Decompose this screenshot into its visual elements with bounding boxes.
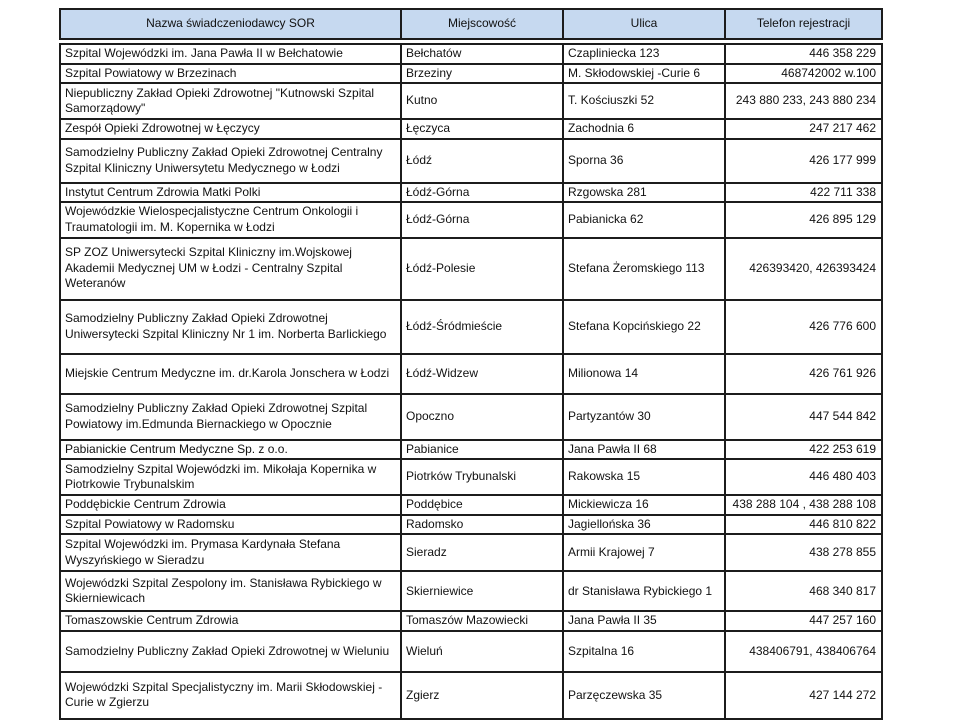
provider-name-cell: Zespół Opieki Zdrowotnej w Łęczycy [60, 119, 401, 139]
phone-cell: 447 544 842 [725, 394, 882, 440]
city-cell: Łódź-Górna [401, 202, 563, 237]
street-cell: Zachodnia 6 [563, 119, 725, 139]
provider-name-cell: Szpital Wojewódzki im. Prymasa Kardynała Stefana Wyszyńskiego w Sieradzu [60, 534, 401, 571]
city-cell: Kutno [401, 83, 563, 119]
column-header-provider-name: Nazwa świadczeniodawcy SOR [60, 9, 401, 39]
city-cell: Łódź-Widzew [401, 354, 563, 394]
street-cell: Milionowa 14 [563, 354, 725, 394]
street-cell: Czapliniecka 123 [563, 44, 725, 64]
column-header-phone: Telefon rejestracji [725, 9, 882, 39]
phone-cell: 438 278 855 [725, 534, 882, 571]
phone-cell: 447 257 160 [725, 611, 882, 631]
sor-table-header [59, 8, 883, 40]
provider-name-cell: Wojewódzkie Wielospecjalistyczne Centrum Onkologii i Traumatologii im. M. Kopernika w Łodzi [60, 202, 401, 237]
city-cell: Łódź [401, 139, 563, 183]
city-cell: Tomaszów Mazowiecki [401, 611, 563, 631]
table-row [60, 238, 882, 300]
provider-name-cell: Samodzielny Szpital Wojewódzki im. Mikołaja Kopernika w Piotrkowie Trybunalskim [60, 459, 401, 495]
provider-name-cell: Samodzielny Publiczny Zakład Opieki Zdrowotnej w Wieluniu [60, 631, 401, 672]
phone-cell: 468742002 w.100 [725, 64, 882, 84]
phone-cell: 247 217 462 [725, 119, 882, 139]
phone-cell: 438406791, 438406764 [725, 631, 882, 672]
city-cell: Zgierz [401, 672, 563, 719]
street-cell: Rakowska 15 [563, 459, 725, 495]
provider-name-cell: Tomaszowskie Centrum Zdrowia [60, 611, 401, 631]
sor-providers-table-wrap [59, 8, 883, 720]
phone-cell: 243 880 233, 243 880 234 [725, 83, 882, 119]
provider-name-cell: Szpital Powiatowy w Brzezinach [60, 64, 401, 84]
phone-cell: 446 480 403 [725, 459, 882, 495]
provider-name-cell: Instytut Centrum Zdrowia Matki Polki [60, 183, 401, 203]
street-cell: Partyzantów 30 [563, 394, 725, 440]
street-cell: Jagiellońska 36 [563, 515, 725, 535]
provider-name-cell: Wojewódzki Szpital Zespolony im. Stanisława Rybickiego w Skierniewicach [60, 571, 401, 611]
phone-cell: 426393420, 426393424 [725, 238, 882, 300]
column-header-street: Ulica [563, 9, 725, 39]
table-rows [60, 44, 882, 719]
provider-name-cell: Poddębickie Centrum Zdrowia [60, 495, 401, 515]
provider-name-cell: Samodzielny Publiczny Zakład Opieki Zdrowotnej Centralny Szpital Kliniczny Uniwersytetu Medycznego w Łodzi [60, 139, 401, 183]
city-cell: Łódź-Polesie [401, 238, 563, 300]
table-row [60, 495, 882, 515]
table-row [60, 571, 882, 611]
city-cell: Brzeziny [401, 64, 563, 84]
phone-cell: 426 895 129 [725, 202, 882, 237]
city-cell: Piotrków Trybunalski [401, 459, 563, 495]
provider-name-cell: SP ZOZ Uniwersytecki Szpital Kliniczny im.Wojskowej Akademii Medycznej UM w Łodzi - Centralny Szpital Weteranów [60, 238, 401, 300]
table-row [60, 64, 882, 84]
city-cell: Sieradz [401, 534, 563, 571]
table-row [60, 611, 882, 631]
table-row [60, 440, 882, 460]
phone-cell: 422 711 338 [725, 183, 882, 203]
street-cell: Sporna 36 [563, 139, 725, 183]
table-row [60, 354, 882, 394]
column-header-city: Miejscowość [401, 9, 563, 39]
city-cell: Skierniewice [401, 571, 563, 611]
provider-name-cell: Wojewódzki Szpital Specjalistyczny im. Marii Skłodowskiej - Curie w Zgierzu [60, 672, 401, 719]
city-cell: Wieluń [401, 631, 563, 672]
city-cell: Poddębice [401, 495, 563, 515]
table-row [60, 394, 882, 440]
city-cell: Łęczyca [401, 119, 563, 139]
provider-name-cell: Szpital Wojewódzki im. Jana Pawła II w Bełchatowie [60, 44, 401, 64]
table-row [60, 534, 882, 571]
sor-table-body [59, 43, 883, 720]
street-cell: T. Kościuszki 52 [563, 83, 725, 119]
street-cell: Rzgowska 281 [563, 183, 725, 203]
city-cell: Łódź-Górna [401, 183, 563, 203]
street-cell: Szpitalna 16 [563, 631, 725, 672]
header-row [60, 9, 882, 39]
provider-name-cell: Pabianickie Centrum Medyczne Sp. z o.o. [60, 440, 401, 460]
phone-cell: 427 144 272 [725, 672, 882, 719]
street-cell: M. Skłodowskiej -Curie 6 [563, 64, 725, 84]
city-cell: Opoczno [401, 394, 563, 440]
city-cell: Pabianice [401, 440, 563, 460]
phone-cell: 426 177 999 [725, 139, 882, 183]
street-cell: Pabianicka 62 [563, 202, 725, 237]
provider-name-cell: Miejskie Centrum Medyczne im. dr.Karola Jonschera w Łodzi [60, 354, 401, 394]
provider-name-cell: Samodzielny Publiczny Zakład Opieki Zdrowotnej Szpital Powiatowy im.Edmunda Biernackiego w Opocznie [60, 394, 401, 440]
street-cell: Jana Pawła II 68 [563, 440, 725, 460]
phone-cell: 422 253 619 [725, 440, 882, 460]
phone-cell: 426 761 926 [725, 354, 882, 394]
phone-cell: 446 810 822 [725, 515, 882, 535]
table-row [60, 139, 882, 183]
table-row [60, 515, 882, 535]
table-row [60, 183, 882, 203]
street-cell: Mickiewicza 16 [563, 495, 725, 515]
table-row [60, 672, 882, 719]
provider-name-cell: Niepubliczny Zakład Opieki Zdrowotnej "Kutnowski Szpital Samorządowy" [60, 83, 401, 119]
table-row [60, 631, 882, 672]
street-cell: Parzęczewska 35 [563, 672, 725, 719]
phone-cell: 426 776 600 [725, 300, 882, 354]
table-row [60, 44, 882, 64]
city-cell: Radomsko [401, 515, 563, 535]
table-row [60, 83, 882, 119]
street-cell: Armii Krajowej 7 [563, 534, 725, 571]
table-row [60, 459, 882, 495]
provider-name-cell: Szpital Powiatowy w Radomsku [60, 515, 401, 535]
street-cell: Stefana Kopcińskiego 22 [563, 300, 725, 354]
phone-cell: 446 358 229 [725, 44, 882, 64]
street-cell: Stefana Żeromskiego 113 [563, 238, 725, 300]
street-cell: Jana Pawła II 35 [563, 611, 725, 631]
phone-cell: 468 340 817 [725, 571, 882, 611]
table-row [60, 300, 882, 354]
phone-cell: 438 288 104 , 438 288 108 [725, 495, 882, 515]
city-cell: Bełchatów [401, 44, 563, 64]
city-cell: Łódź-Śródmieście [401, 300, 563, 354]
provider-name-cell: Samodzielny Publiczny Zakład Opieki Zdrowotnej Uniwersytecki Szpital Kliniczny Nr 1 im. Norberta Barlickiego [60, 300, 401, 354]
table-row [60, 119, 882, 139]
table-row [60, 202, 882, 237]
street-cell: dr Stanisława Rybickiego 1 [563, 571, 725, 611]
